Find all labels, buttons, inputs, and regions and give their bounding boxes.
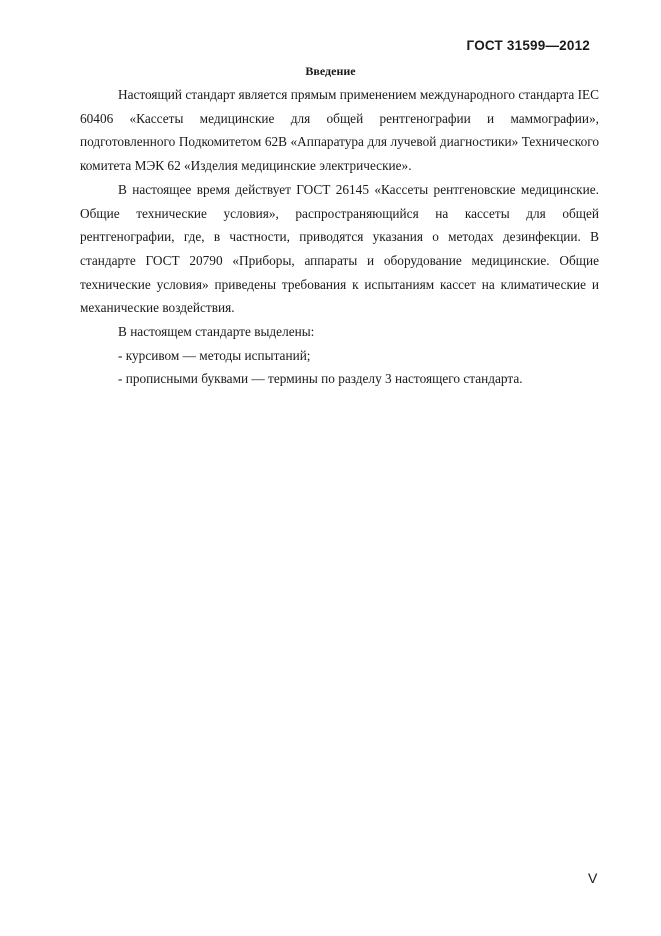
section-body [80, 83, 599, 391]
paragraph-1: Настоящий стандарт является прямым применением международного стандарта IEC 60406 «Кассеты медицинские для общей рентгенографии и маммографии», подготовленного Подкомитетом 62В «Аппаратура для лучевой диагностики» Технического комитета МЭК 62 «Изделия медицинские электрические». [80, 87, 599, 174]
paragraph-2: В настоящее время действует ГОСТ 26145 «Кассеты рентгеновские медицинские. Общие технические условия», распространяющийся на кассеты для общей рентгенографии, где, в частности, приводятся указания о методах дезинфекции. В стандарте ГОСТ 20790 «Приборы, аппараты и оборудование медицинские. Общие технические условия» приведены требования к испытаниям кассет на климатические и механические воздействия. [80, 181, 599, 316]
list-item-capitals: - прописными буквами — термины по разделу 3 настоящего стандарта. [118, 371, 523, 387]
section-title: Введение [305, 64, 356, 78]
list-item-italic: - курсивом — методы испытаний; [118, 347, 311, 363]
document-code: ГОСТ 31599—2012 [466, 38, 590, 53]
page-number: V [588, 870, 598, 886]
paragraph-3: В настоящем стандарте выделены: [118, 324, 315, 340]
